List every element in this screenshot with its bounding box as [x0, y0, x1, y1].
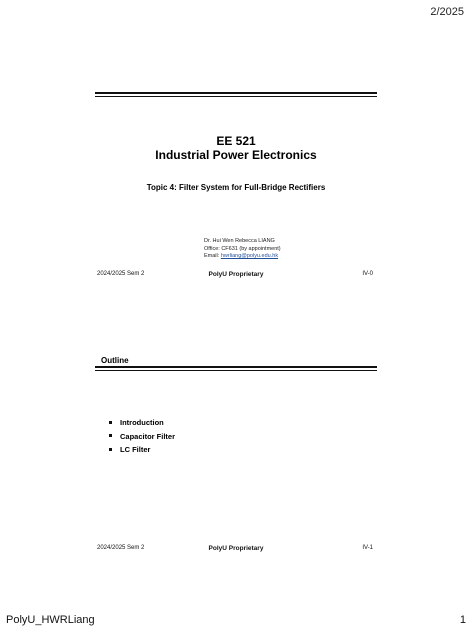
- semester-label: 2024/2025 Sem 2: [97, 271, 145, 277]
- outline-title: Outline: [101, 356, 129, 365]
- course-code: EE 521: [216, 134, 256, 148]
- proprietary-label: PolyU Proprietary: [208, 271, 264, 278]
- slide-title: [95, 92, 377, 282]
- author-block: [204, 238, 281, 261]
- slide-outline: [95, 352, 377, 562]
- email-link[interactable]: hwrliang@polyu.edu.hk: [220, 253, 279, 259]
- proprietary-label: PolyU Proprietary: [208, 545, 264, 552]
- author-email-line: [204, 253, 281, 261]
- list-item: Capacitor Filter: [109, 430, 175, 444]
- footer-author: PolyU_HWRLiang: [6, 614, 95, 626]
- topic-title: Topic 4: Filter System for Full-Bridge Rectifiers: [146, 183, 326, 192]
- bullet-square-icon: [109, 434, 112, 437]
- bullet-square-icon: [109, 421, 112, 424]
- top-rule: [95, 92, 377, 94]
- top-rule-thin: [95, 96, 377, 97]
- bullet-square-icon: [109, 448, 112, 451]
- course-title: Industrial Power Electronics: [155, 148, 317, 162]
- page-number: 1: [459, 614, 466, 626]
- outline-list: [109, 416, 175, 457]
- author-office: Office: CF631 (by appointment): [204, 245, 281, 252]
- semester-label: 2024/2025 Sem 2: [97, 545, 145, 551]
- slide-number: IV-1: [362, 545, 373, 551]
- slide-number: IV-0: [362, 271, 373, 277]
- list-item: LC Filter: [109, 443, 175, 457]
- page-date: 2/2025: [430, 6, 464, 18]
- title-rule: [95, 366, 377, 368]
- author-name: Dr. Hui Wen Rebecca LIANG: [204, 238, 275, 244]
- list-item: Introduction: [109, 416, 175, 430]
- email-label: Email:: [204, 253, 220, 259]
- title-rule-thin: [95, 370, 377, 371]
